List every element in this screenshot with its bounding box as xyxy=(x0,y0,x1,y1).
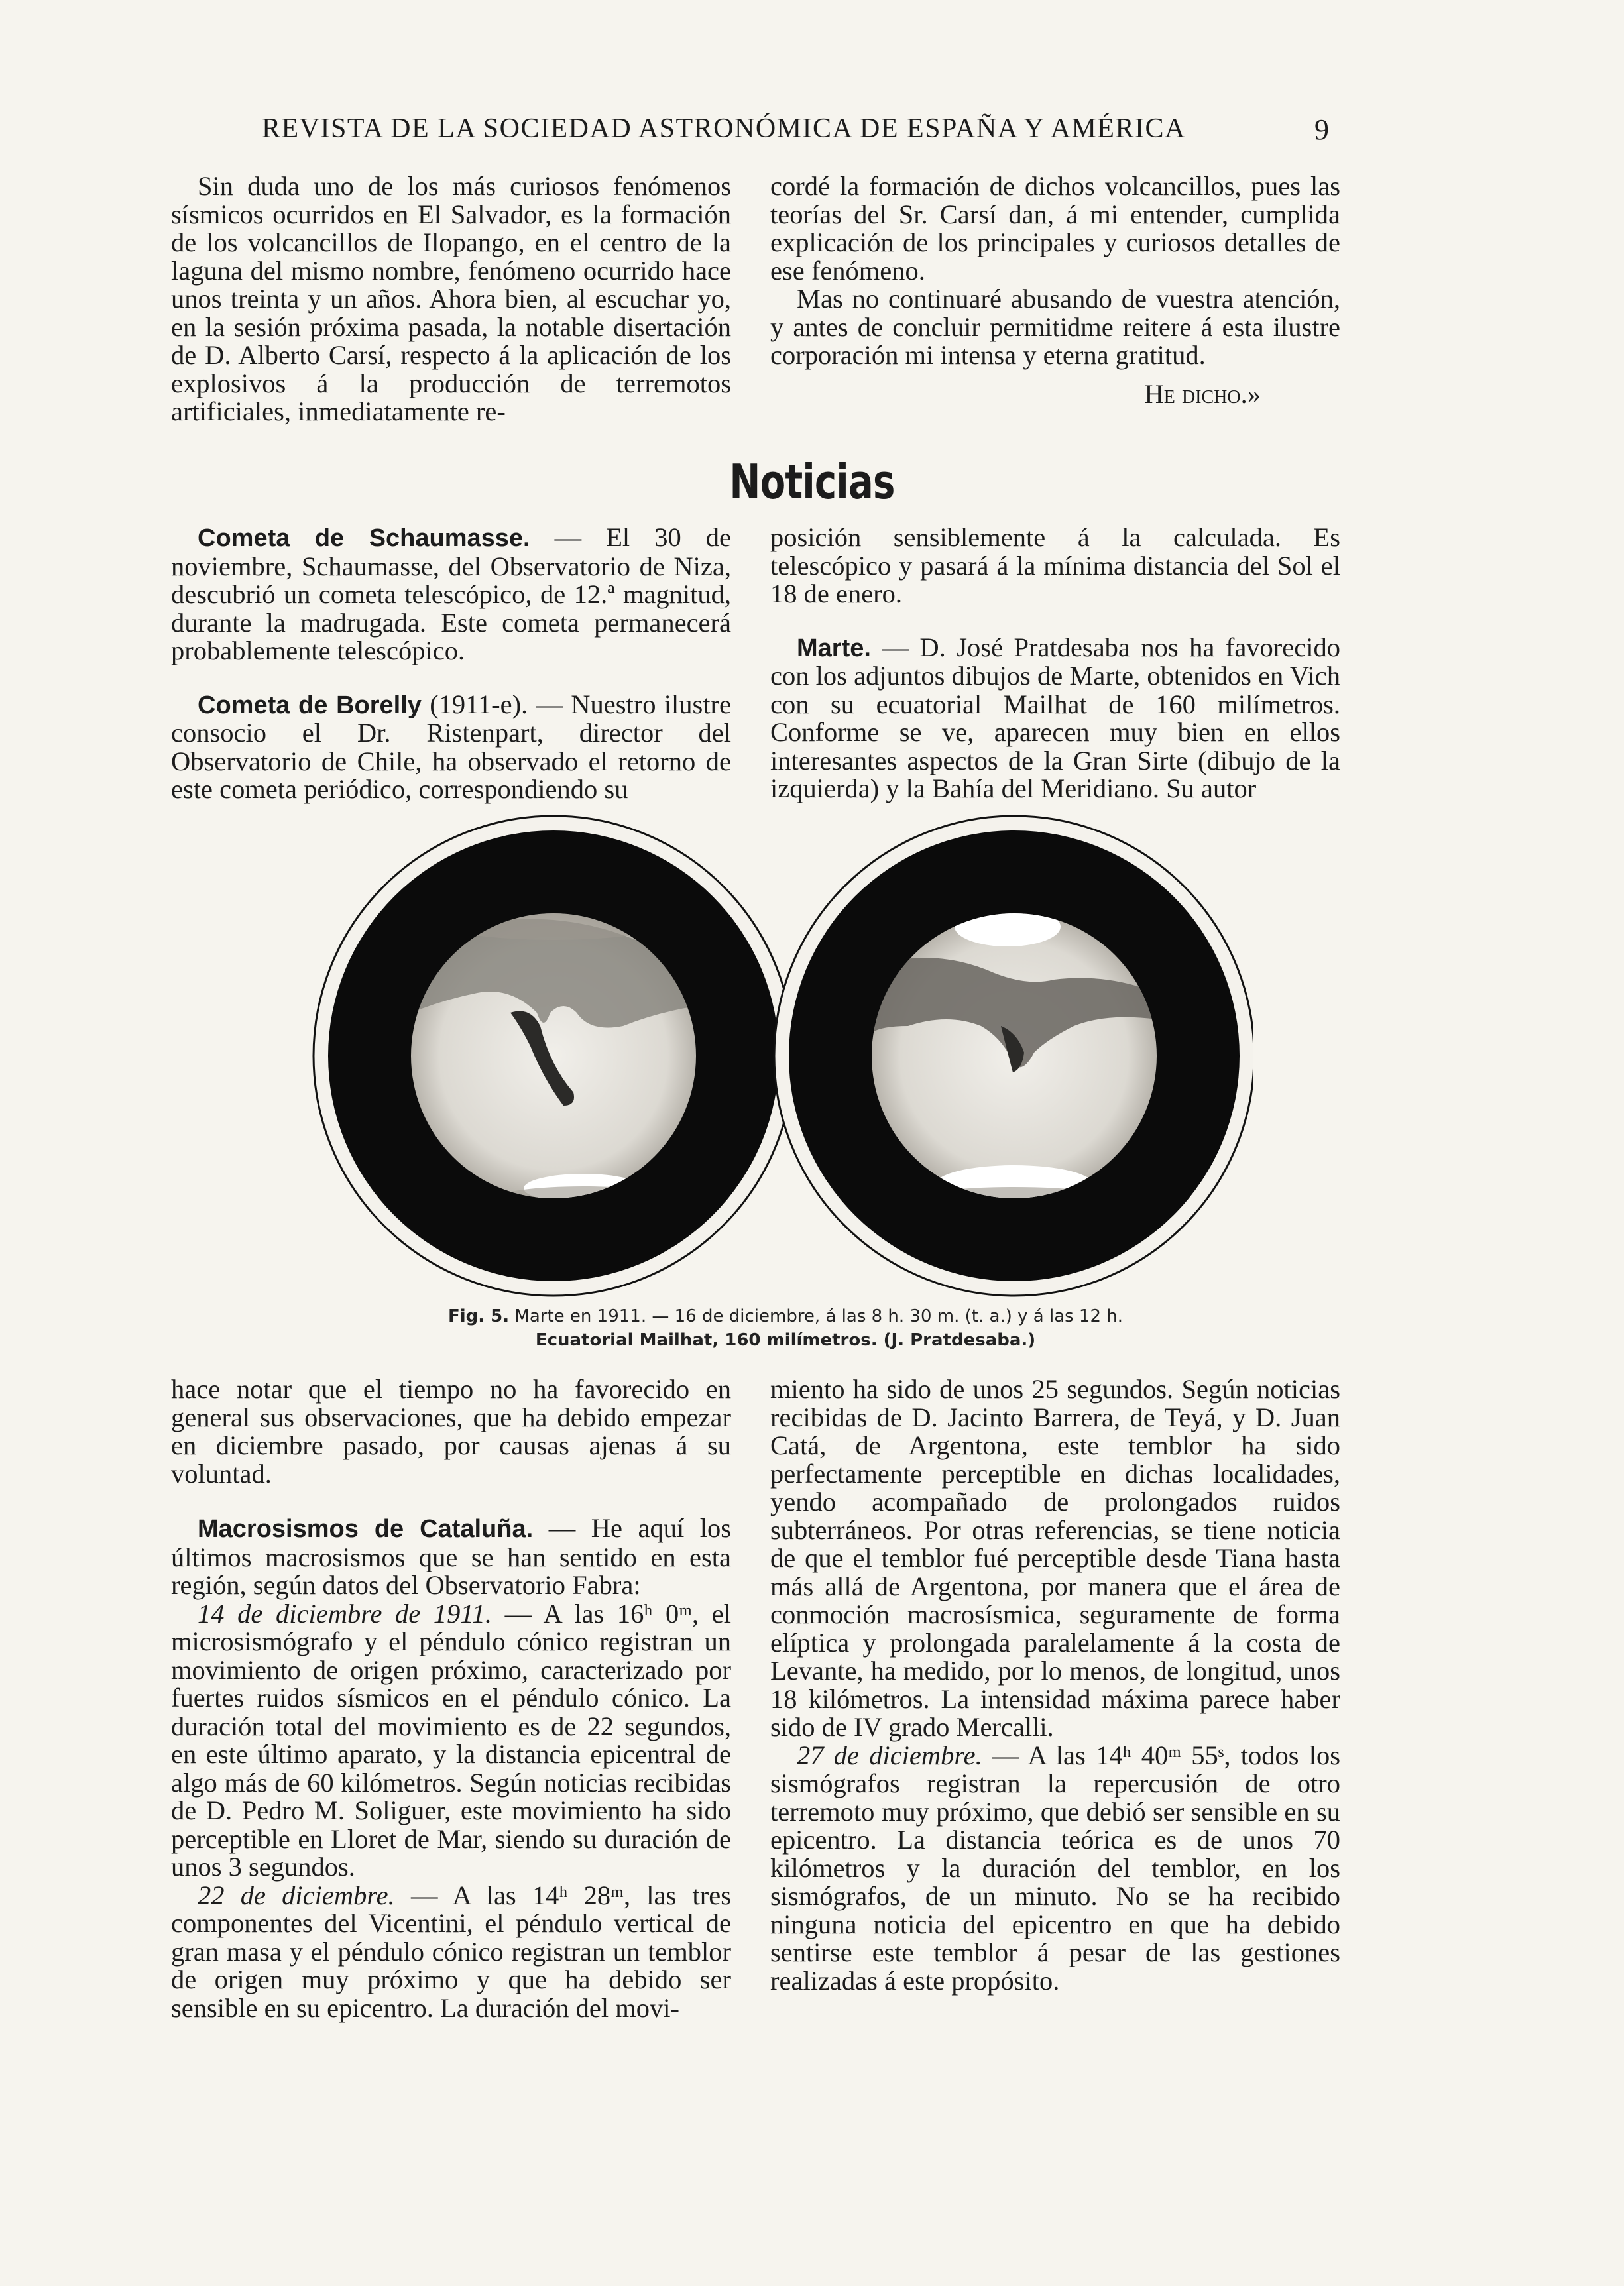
running-header xyxy=(169,113,1342,152)
lower-right-column xyxy=(770,1375,1340,1995)
date-dec-27: 27 de diciembre. xyxy=(797,1740,982,1770)
journal-title: REVISTA DE LA SOCIEDAD ASTRONÓMICA DE ESPAÑA Y AMÉRICA xyxy=(262,113,1186,144)
schaumasse-text: — El 30 de noviembre, Schaumasse, del Observatorio de Niza, descubrió un cometa telescópico, de 12.ª magnitud, durante la madrugada. Este cometa permanecerá probablemente telescópico. xyxy=(171,522,731,665)
date-dec-14: 14 de diciembre de 1911. xyxy=(198,1598,493,1629)
marte-text: — D. José Pratdesaba nos ha favorecido con los adjuntos dibujos de Marte, obtenidos en Vich con su ecuatorial Mailhat de 160 milímetros. Conforme se ve, aparecen muy bien en ellos interesantes aspectos de la Gran Sirte (dibujo de la izquierda) y la Bahía del Meridiano. Su autor xyxy=(770,632,1340,803)
schaumasse-heading: Cometa de Schaumasse. xyxy=(198,524,530,552)
page-number: 9 xyxy=(1314,113,1329,146)
quake-dec-14 xyxy=(171,1600,731,1882)
figure-label: Fig. 5. xyxy=(447,1306,510,1326)
signoff: He dicho.» xyxy=(1144,378,1261,409)
intro-right-paragraph-2: Mas no continuaré abusando de vuestra atención, y antes de concluir permitidme reitere á esta ilustre corporación mi intensa y eterna gratitud. xyxy=(770,284,1340,370)
date-dec-22: 22 de diciembre. xyxy=(198,1880,395,1910)
quake-dec-27 xyxy=(770,1742,1340,1996)
figure-caption-line-2: Ecuatorial Mailhat, 160 milímetros. (J. Pratdesaba.) xyxy=(535,1330,1036,1350)
mars-figure xyxy=(312,814,1253,1301)
figure-caption-line-1: Marte en 1911. — 16 de diciembre, á las 8 h. 30 m. (t. a.) y á las 12 h. xyxy=(509,1306,1124,1326)
intro-left-paragraph: Sin duda uno de los más curiosos fenómenos sísmicos ocurridos en El Salvador, es la formación de los volcancillos de Ilopango, en el centro de la laguna del mismo nombre, fenómeno ocurrido hace unos treinta y un años. Ahora bien, al escuchar yo, en la sesión próxima pasada, la notable disertación de D. Alberto Carsí, respecto á la aplicación de los explosivos á la producción de terremotos artificiales, inmediatamente re- xyxy=(171,171,731,426)
section-title: Noticias xyxy=(729,454,895,510)
news-schaumasse xyxy=(171,524,731,665)
dec-27-text: — A las 14ʰ 40ᵐ 55ˢ, todos los sismógrafos registran la repercusión de otro terremoto muy próximo, que debió ser sensible en su epicentro. La distancia teórica es de unos 70 kilómetros y la duración del temblor, en los sismógrafos, de un minuto. No se ha recibido ninguna noticia del epicentro en que ha debido sentirse este temblor á pesar de las gestiones realizadas á este propósito. xyxy=(770,1740,1340,1996)
dec-22-text: — A las 14ʰ 28ᵐ, las tres componentes del Vicentini, el péndulo vertical de gran masa y el péndulo cónico registran un temblor de origen muy próximo y que ha debido ser sensible en su epicentro. La duración del movi- xyxy=(171,1880,731,2023)
figure-caption xyxy=(371,1304,1200,1352)
marte-heading: Marte. xyxy=(797,634,871,662)
intro-left-column xyxy=(171,172,731,426)
macrosismos-heading: Macrosismos de Cataluña. xyxy=(198,1515,534,1543)
right-mars-drawing xyxy=(774,816,1253,1296)
borelly-heading: Cometa de Borelly xyxy=(198,691,422,719)
mars-drawings xyxy=(312,814,1253,1298)
borelly-text: (1911-e). — Nuestro ilustre consocio el Dr. Ristenpart, director del Observatorio de Chile, ha observado el retorno de este cometa periódico, correspondiendo su xyxy=(171,689,732,804)
intro-right-column xyxy=(770,172,1340,408)
news-marte xyxy=(770,634,1340,803)
lower-left-column xyxy=(171,1375,731,2022)
dec-14-text: — A las 16ʰ 0ᵐ, el microsismógrafo y el péndulo cónico registran un movimiento de origen próximo, caracterizado por fuertes ruidos sísmicos en el péndulo cónico. La duración total del movimiento es de 22 segundos, en este último aparato, y la distancia epicentral de algo más de 60 kilómetros. Según noticias recibidas de D. Pedro M. Soliguer, este movimiento ha sido perceptible en Lloret de Mar, siendo su duración de unos 3 segundos. xyxy=(171,1598,731,1882)
news-right-column xyxy=(770,524,1340,803)
marte-continued: hace notar que el tiempo no ha favorecido en general sus observaciones, que ha debido empezar en diciembre pasado, por causas ajenas á su voluntad. xyxy=(171,1374,731,1489)
borelly-continued: posición sensiblemente á la calculada. Es telescópico y pasará á la mínima distancia del Sol el 18 de enero. xyxy=(770,522,1340,608)
news-macrosismos xyxy=(171,1514,731,1600)
dec-22-continued: miento ha sido de unos 25 segundos. Según noticias recibidas de D. Jacinto Barrera, de Teyá, y D. Juan Catá, de Argentona, este temblor ha sido perfectamente perceptible en dichas localidades, yendo acompañado de prolongados ruidos subterráneos. Por otras referencias, se tiene noticia de que el temblor fué perceptible desde Tiana hasta más allá de Argentona, por manera que el área de conmoción macrosísmica, seguramente de forma elíptica y prolongada paralelamente á la costa de Levante, ha medido, por lo menos, de longitud, unos 18 kilómetros. La intensidad máxima parece haber sido de IV grado Mercalli. xyxy=(770,1374,1340,1742)
news-left-column xyxy=(171,524,731,804)
left-mars-drawing xyxy=(314,816,793,1296)
quake-dec-22 xyxy=(171,1882,731,2023)
news-borelly xyxy=(171,691,731,804)
macrosismos-text: — He aquí los últimos macrosismos que se han sentido en esta región, según datos del Observatorio Fabra: xyxy=(171,1513,731,1600)
intro-right-paragraph-1: cordé la formación de dichos volcancillos, pues las teorías del Sr. Carsí dan, á mi entender, cumplida explicación de los principales y curiosos detalles de ese fenómeno. xyxy=(770,171,1340,286)
